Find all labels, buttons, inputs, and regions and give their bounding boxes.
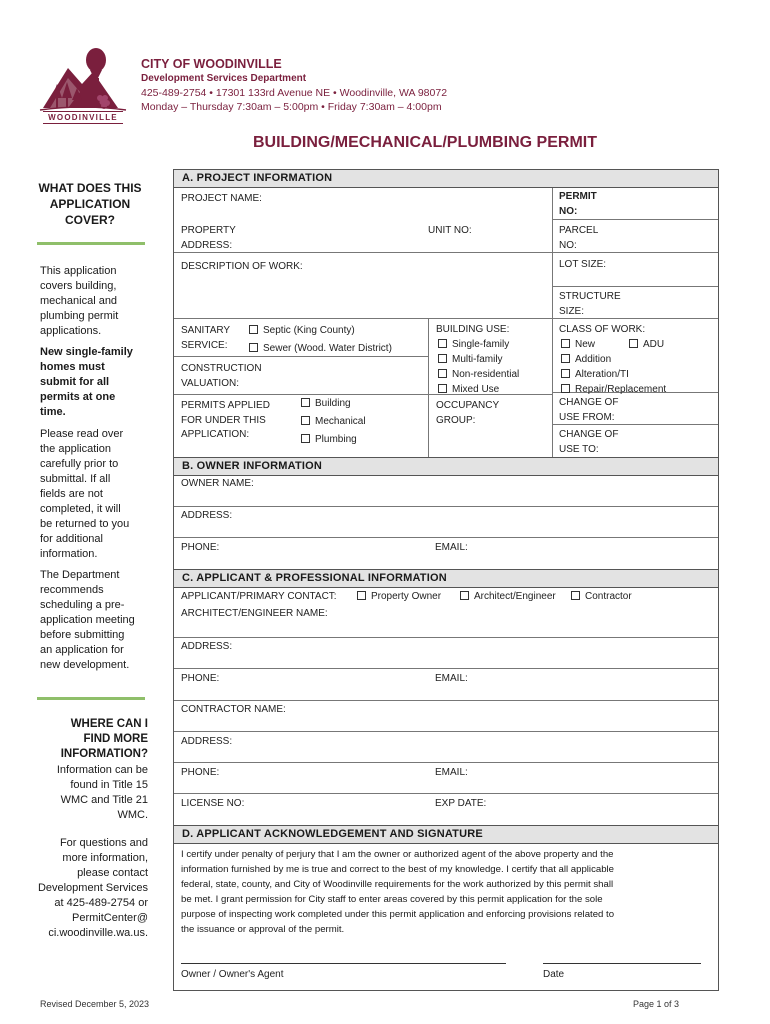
acknowledgement-line: federal, state, county, and City of Woodinville requirements for the work authorized by this permit shall <box>181 879 614 890</box>
owner-name-field[interactable]: OWNER NAME: <box>181 478 254 489</box>
property-address-line: PROPERTY <box>181 225 236 236</box>
owner-phone-field[interactable]: PHONE: <box>181 542 220 553</box>
project-name-field[interactable]: PROJECT NAME: <box>181 193 262 204</box>
acknowledgement-text <box>181 847 713 937</box>
checkbox-box[interactable] <box>301 398 310 407</box>
permits-line: PERMITS APPLIED <box>181 400 270 411</box>
sidebar-text: completed, it will <box>40 503 121 515</box>
section-b-heading: B. OWNER INFORMATION <box>174 457 718 476</box>
sidebar-text: at 425-489-2754 or <box>54 897 148 909</box>
use-non-residential-checkbox[interactable] <box>438 368 519 383</box>
primary-contact-label: APPLICANT/PRIMARY CONTACT: <box>181 591 337 602</box>
sidebar-text-bold: time. <box>40 406 66 418</box>
permits-line: FOR UNDER THIS <box>181 414 266 426</box>
class-option-label: ADU <box>643 339 665 350</box>
sidebar-text: new development. <box>40 659 130 671</box>
permit-option-label: Plumbing <box>315 434 357 445</box>
change-from-line: CHANGE OF <box>559 397 619 408</box>
checkbox-box[interactable] <box>629 339 638 348</box>
sidebar-divider <box>37 242 145 245</box>
sidebar-text: plumbing permit <box>40 310 119 322</box>
checkbox-box[interactable] <box>249 325 258 334</box>
contact-option-label: Property Owner <box>371 591 442 602</box>
property-address-field[interactable] <box>181 224 421 253</box>
sidebar-text: The Department <box>40 569 120 581</box>
sidebar-text: Development Services <box>37 882 148 894</box>
class-new-checkbox[interactable] <box>561 338 595 353</box>
property-address-line: ADDRESS: <box>181 239 233 251</box>
occupancy-line: OCCUPANCY <box>436 400 500 411</box>
use-option-label: Non-residential <box>452 369 520 380</box>
checkbox-box[interactable] <box>460 591 469 600</box>
architect-email-field[interactable]: EMAIL: <box>435 673 468 684</box>
permit-option-label: Building <box>315 398 351 409</box>
sidebar-text: before submitting <box>40 629 125 641</box>
sanitary-service-label <box>181 324 230 353</box>
acknowledgement-line: information furnished by me is true and correct to the best of my knowledge. I certify that all applicable <box>181 864 615 875</box>
contractor-email-field[interactable]: EMAIL: <box>435 767 468 778</box>
use-single-family-checkbox[interactable] <box>438 338 509 353</box>
sidebar-text-bold: submit for all <box>40 376 110 388</box>
sidebar-text: PermitCenter@ <box>72 912 148 924</box>
sidebar-text-bold: New single-family <box>40 346 133 358</box>
contact-contractor-checkbox[interactable] <box>571 590 632 605</box>
signature-line[interactable] <box>181 963 506 964</box>
permit-no-line: NO: <box>559 205 578 217</box>
sidebar-text: WMC and Title 21 <box>60 794 148 806</box>
sewer-label: Sewer (Wood. Water District) <box>263 343 392 354</box>
sidebar-heading-line: FIND MORE <box>83 733 148 745</box>
class-addition-checkbox[interactable] <box>561 353 611 368</box>
contact-line: 425-489-2754 • 17301 133rd Avenue NE • Woodinville, WA 98072 <box>141 87 448 99</box>
sidebar-text: please contact <box>77 867 148 879</box>
parcel-no-line: NO: <box>559 239 577 251</box>
sidebar-text: WMC. <box>117 809 148 821</box>
construction-line: VALUATION: <box>181 377 239 389</box>
date-label: Date <box>543 969 565 980</box>
city-name: CITY OF WOODINVILLE <box>141 57 282 71</box>
exp-date-field[interactable]: EXP DATE: <box>435 798 487 809</box>
date-line[interactable] <box>543 963 701 964</box>
page-title: BUILDING/MECHANICAL/PLUMBING PERMIT <box>253 134 597 151</box>
checkbox-box[interactable] <box>301 416 310 425</box>
sidebar-heading-line: APPLICATION <box>49 197 131 211</box>
use-option-label: Single-family <box>452 339 510 350</box>
sidebar-text: information. <box>40 548 98 560</box>
checkbox-box[interactable] <box>561 354 570 363</box>
contractor-phone-field[interactable]: PHONE: <box>181 767 220 778</box>
department-name: Development Services Department <box>141 73 307 84</box>
sidebar-text: recommends <box>40 584 104 596</box>
class-alteration-checkbox[interactable] <box>561 368 629 383</box>
hours-line: Monday – Thursday 7:30am – 5:00pm • Friday 7:30am – 4:00pm <box>141 101 442 113</box>
acknowledgement-line: I certify under penalty of perjury that I am the owner or authorized agent of the above property and the <box>181 849 614 860</box>
sidebar-text: an application for <box>40 644 124 656</box>
permit-no-label <box>559 190 597 219</box>
sidebar-text: for additional <box>40 533 103 545</box>
architect-address-field[interactable]: ADDRESS: <box>181 641 233 652</box>
architect-name-field[interactable]: ARCHITECT/ENGINEER NAME: <box>181 608 328 619</box>
sidebar-text: scheduling a pre- <box>40 599 125 611</box>
class-option-label: Addition <box>575 354 612 365</box>
permit-building-checkbox[interactable] <box>301 397 351 412</box>
checkbox-box[interactable] <box>357 591 366 600</box>
sidebar-text: application meeting <box>40 614 135 626</box>
sidebar-heading-line: INFORMATION? <box>60 748 148 760</box>
class-of-work-label: CLASS OF WORK: <box>559 324 646 335</box>
sidebar-text: covers building, <box>40 280 117 292</box>
acknowledgement-line: the issuance or approval of the permit. <box>181 924 345 935</box>
contractor-address-field[interactable]: ADDRESS: <box>181 736 233 747</box>
parcel-no-field[interactable] <box>559 224 598 253</box>
acknowledgement-line: be met. I grant permission for City staff to enter areas covered by this permit application for the sole <box>181 894 603 905</box>
sidebar-text: be returned to you <box>40 518 130 530</box>
owner-address-field[interactable]: ADDRESS: <box>181 510 233 521</box>
lot-size-field[interactable]: LOT SIZE: <box>559 259 607 270</box>
sanitary-line: SANITARY <box>181 325 231 336</box>
structure-size-line: STRUCTURE <box>559 291 621 302</box>
sidebar-text: submittal. If all <box>40 473 111 485</box>
sidebar-text: ci.woodinville.wa.us. <box>48 927 148 939</box>
checkbox-box[interactable] <box>438 354 447 363</box>
sidebar-text: more information, <box>62 852 148 864</box>
sidebar-text: Information can be <box>56 764 148 776</box>
construction-line: CONSTRUCTION <box>181 363 262 374</box>
contractor-name-field[interactable]: CONTRACTOR NAME: <box>181 704 286 715</box>
sidebar-text: For questions and <box>59 837 148 849</box>
building-use-label: BUILDING USE: <box>436 324 510 335</box>
checkbox-box[interactable] <box>438 369 447 378</box>
use-multi-family-checkbox[interactable] <box>438 353 503 368</box>
section-a-heading: A. PROJECT INFORMATION <box>174 169 718 188</box>
parcel-no-line: PARCEL <box>559 225 599 236</box>
sanitary-line: SERVICE: <box>181 339 228 351</box>
unit-no-field[interactable]: UNIT NO: <box>428 225 472 236</box>
occupancy-line: GROUP: <box>436 414 476 426</box>
structure-size-field[interactable] <box>559 290 621 319</box>
checkbox-box[interactable] <box>571 591 580 600</box>
sidebar-text: Please read over <box>40 428 124 440</box>
owner-email-field[interactable]: EMAIL: <box>435 542 468 553</box>
sidebar-text: carefully prior to <box>40 458 119 470</box>
section-c-heading: C. APPLICANT & PROFESSIONAL INFORMATION <box>174 569 718 588</box>
class-option-label: Repair/Replacement <box>575 384 667 395</box>
page-number: Page 1 of 3 <box>633 999 680 1009</box>
occupancy-group-field[interactable] <box>436 399 499 428</box>
change-to-line: CHANGE OF <box>559 429 619 440</box>
sidebar-text-bold: homes must <box>40 361 105 373</box>
checkbox-box[interactable] <box>561 384 570 393</box>
use-option-label: Multi-family <box>452 354 503 365</box>
use-option-label: Mixed Use <box>452 384 500 395</box>
change-use-from-field[interactable] <box>559 396 618 425</box>
license-no-field[interactable]: LICENSE NO: <box>181 798 245 809</box>
sidebar-text: mechanical and <box>40 295 118 307</box>
contact-owner-checkbox[interactable] <box>357 590 441 605</box>
permits-line: APPLICATION: <box>181 429 250 440</box>
sidebar-divider <box>37 697 145 700</box>
checkbox-box[interactable] <box>561 369 570 378</box>
sidebar-text: This application <box>40 265 117 277</box>
contact-option-label: Architect/Engineer <box>474 591 556 602</box>
revision-date: Revised December 5, 2023 <box>40 999 150 1009</box>
section-d-heading: D. APPLICANT ACKNOWLEDGEMENT AND SIGNATURE <box>174 825 718 844</box>
sidebar-heading-line: COVER? <box>64 213 115 227</box>
class-option-label: Alteration/TI <box>575 369 629 380</box>
checkbox-box[interactable] <box>438 384 447 393</box>
checkbox-box[interactable] <box>561 339 570 348</box>
change-use-to-field[interactable] <box>559 428 618 457</box>
architect-phone-field[interactable]: PHONE: <box>181 673 220 684</box>
permit-no-line: PERMIT <box>559 191 597 202</box>
change-from-line: USE FROM: <box>559 411 615 423</box>
acknowledgement-line: purpose of inspecting work completed under this permit application and enforcing provisions related to <box>181 909 615 920</box>
contact-architect-checkbox[interactable] <box>460 590 556 605</box>
sidebar-heading-line: WHAT DOES THIS <box>38 181 142 195</box>
permit-plumbing-checkbox[interactable] <box>301 433 357 448</box>
permit-mechanical-checkbox[interactable] <box>301 415 366 430</box>
sidebar-text-bold: permits at one <box>40 391 116 403</box>
sidebar-heading-line: WHERE CAN I <box>70 718 148 730</box>
use-mixed-checkbox[interactable] <box>438 383 499 398</box>
permit-option-label: Mechanical <box>315 416 366 427</box>
sidebar-text: fields are not <box>40 488 103 500</box>
permits-applied-label <box>181 399 270 443</box>
sewer-checkbox[interactable] <box>249 342 392 357</box>
class-adu-checkbox[interactable] <box>629 338 664 353</box>
septic-label: Septic (King County) <box>263 325 355 336</box>
class-option-label: New <box>575 339 596 350</box>
construction-valuation-field[interactable] <box>181 362 262 391</box>
signature-label: Owner / Owner's Agent <box>181 969 284 980</box>
septic-checkbox[interactable] <box>249 324 355 339</box>
change-to-line: USE TO: <box>559 443 599 455</box>
sidebar-text: applications. <box>40 325 102 337</box>
sidebar-text: the application <box>40 443 111 455</box>
sidebar-text: found in Title 15 <box>70 779 148 791</box>
contact-option-label: Contractor <box>585 591 632 602</box>
permit-form <box>173 169 719 991</box>
structure-size-line: SIZE: <box>559 305 585 317</box>
checkbox-box[interactable] <box>301 434 310 443</box>
logo-wordmark: WOODINVILLE <box>43 111 123 124</box>
checkbox-box[interactable] <box>438 339 447 348</box>
checkbox-box[interactable] <box>249 343 258 352</box>
description-of-work-field[interactable]: DESCRIPTION OF WORK: <box>181 261 303 272</box>
